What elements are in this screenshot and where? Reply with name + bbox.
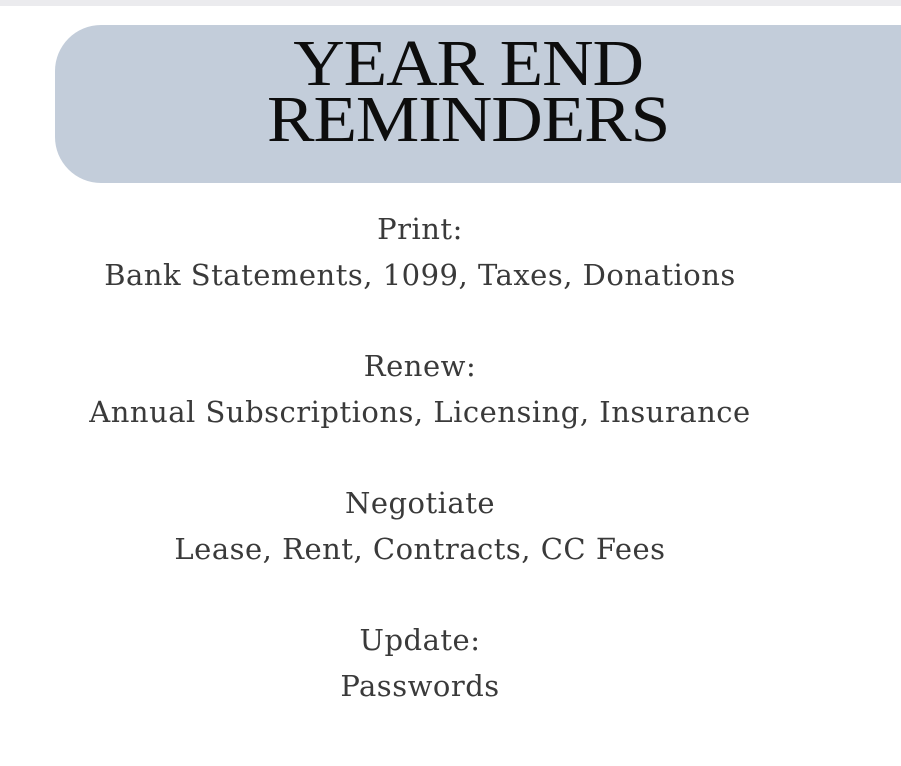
section-heading: Update: <box>359 623 481 657</box>
reminder-section-print <box>0 206 840 298</box>
section-items: Lease, Rent, Contracts, CC Fees <box>174 532 666 566</box>
section-heading: Negotiate <box>344 486 496 520</box>
page-title <box>22 27 901 156</box>
section-items: Bank Statements, 1099, Taxes, Donations <box>104 258 736 292</box>
section-items: Passwords <box>340 669 500 703</box>
reminder-section-update <box>0 617 840 709</box>
title-line-1: YEAR END <box>293 27 643 100</box>
top-edge-strip <box>0 0 901 6</box>
reminder-section-renew <box>0 343 840 435</box>
title-line-2: REMINDERS <box>266 83 670 156</box>
section-items: Annual Subscriptions, Licensing, Insurance <box>89 395 751 429</box>
section-heading: Renew: <box>363 349 477 383</box>
reminder-section-negotiate <box>0 480 840 572</box>
section-heading: Print: <box>377 212 463 246</box>
